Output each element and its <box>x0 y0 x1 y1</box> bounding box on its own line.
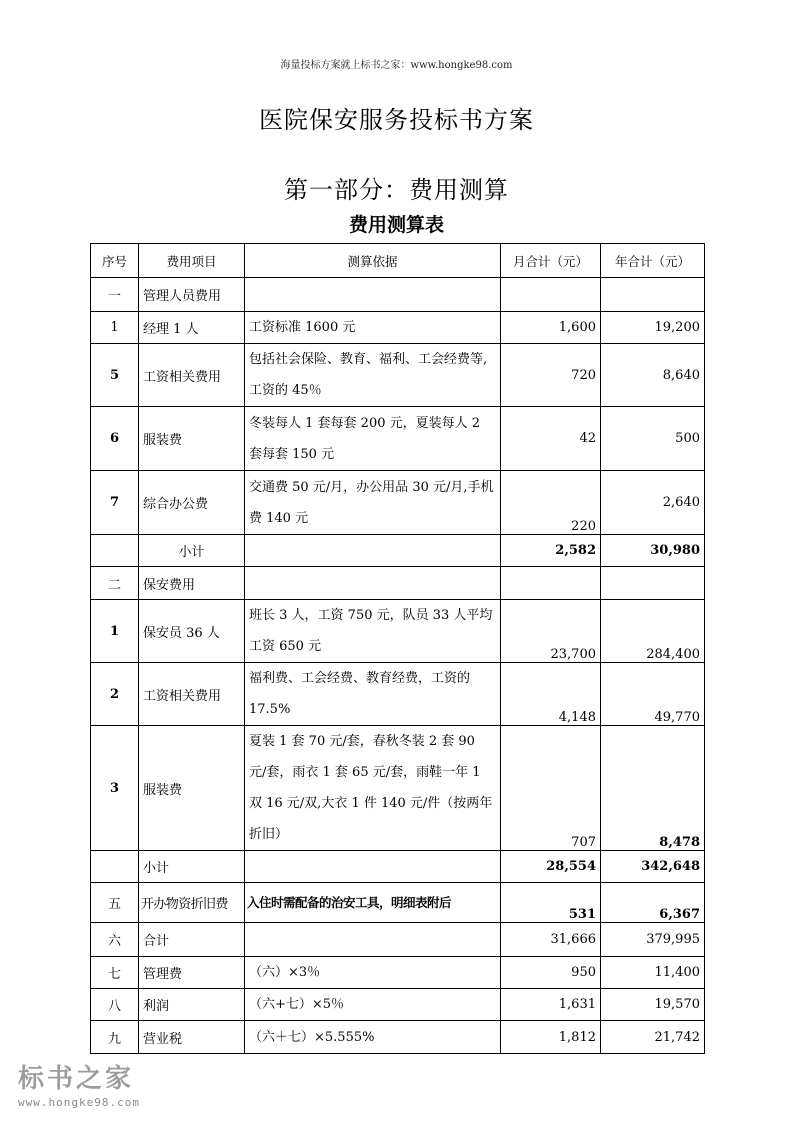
cell-annual: 500 <box>601 407 705 471</box>
table-row <box>91 567 705 600</box>
cell-no: 1 <box>91 312 139 344</box>
cell-no: 八 <box>91 989 139 1021</box>
cell-annual: 11,400 <box>601 957 705 989</box>
cell-no: 3 <box>91 726 139 851</box>
cell-monthly: 31,666 <box>501 923 601 957</box>
cell-no: 1 <box>91 600 139 663</box>
document-title: 医院保安服务投标书方案 <box>259 106 534 134</box>
cell-no <box>91 851 139 883</box>
cell-monthly <box>501 567 601 600</box>
cell-annual: 379,995 <box>601 923 705 957</box>
cell-annual: 19,200 <box>601 312 705 344</box>
cell-item: 工资相关费用 <box>139 344 245 407</box>
table-row <box>91 407 705 471</box>
table-row <box>91 726 705 851</box>
cell-monthly <box>501 278 601 312</box>
cost-table <box>90 243 705 1054</box>
cell-annual: 342,648 <box>601 851 705 883</box>
table-row <box>91 471 705 535</box>
cell-monthly: 531 <box>501 883 601 923</box>
col-header-item: 费用项目 <box>139 244 245 278</box>
logo-text: 标书之家 <box>18 1064 135 1094</box>
col-header-no: 序号 <box>91 244 139 278</box>
site-logo <box>18 1064 178 1109</box>
cell-monthly: 1,812 <box>501 1021 601 1054</box>
table-header-row <box>91 244 705 278</box>
cell-no: 五 <box>91 883 139 923</box>
table-row <box>91 312 705 344</box>
cell-annual: 8,640 <box>601 344 705 407</box>
table-row <box>91 663 705 726</box>
col-header-monthly: 月合计（元） <box>501 244 601 278</box>
cell-no: 7 <box>91 471 139 535</box>
table-title: 费用测算表 <box>348 214 444 236</box>
cell-basis <box>245 923 501 957</box>
part-title: 第一部分：费用测算 <box>284 176 509 204</box>
header-note: 海量投标方案就上标书之家：www.hongke98.com <box>280 60 513 71</box>
cell-item: 小计 <box>139 535 245 567</box>
cell-no: 九 <box>91 1021 139 1054</box>
cell-annual: 8,478 <box>601 726 705 851</box>
cell-annual: 21,742 <box>601 1021 705 1054</box>
cell-monthly: 1,631 <box>501 989 601 1021</box>
cell-annual: 6,367 <box>601 883 705 923</box>
table-row <box>91 883 705 923</box>
cell-item: 营业税 <box>139 1021 245 1054</box>
cell-basis: 冬装每人 1 套每套 200 元，夏装每人 2 套每套 150 元 <box>245 407 501 471</box>
cell-monthly: 23,700 <box>501 600 601 663</box>
cell-no: 6 <box>91 407 139 471</box>
cell-annual: 30,980 <box>601 535 705 567</box>
table-row <box>91 957 705 989</box>
cell-item: 合计 <box>139 923 245 957</box>
table-row <box>91 923 705 957</box>
cell-no: 5 <box>91 344 139 407</box>
cell-no <box>91 535 139 567</box>
cell-item: 经理 1 人 <box>139 312 245 344</box>
cell-annual: 19,570 <box>601 989 705 1021</box>
cell-basis: 交通费 50 元/月，办公用品 30 元/月,手机费 140 元 <box>245 471 501 535</box>
table-row <box>91 989 705 1021</box>
cell-basis: 福利费、工会经费、教育经费，工资的 17.5% <box>245 663 501 726</box>
table-row <box>91 600 705 663</box>
cell-item: 开办物资折旧费 <box>139 883 245 923</box>
cell-monthly: 1,600 <box>501 312 601 344</box>
cell-item: 工资相关费用 <box>139 663 245 726</box>
cell-monthly: 720 <box>501 344 601 407</box>
table-row <box>91 535 705 567</box>
cell-basis: （六+七）×5％ <box>245 989 501 1021</box>
cell-monthly: 4,148 <box>501 663 601 726</box>
cell-basis: 包括社会保险、教育、福利、工会经费等,工资的 45％ <box>245 344 501 407</box>
cell-monthly: 950 <box>501 957 601 989</box>
cell-annual: 49,770 <box>601 663 705 726</box>
table-row <box>91 1021 705 1054</box>
cell-basis: （六）×3％ <box>245 957 501 989</box>
col-header-annual: 年合计（元） <box>601 244 705 278</box>
cell-item: 利润 <box>139 989 245 1021</box>
cell-item: 综合办公费 <box>139 471 245 535</box>
cell-no: 二 <box>91 567 139 600</box>
cell-basis: 班长 3 人，工资 750 元，队员 33 人平均工资 650 元 <box>245 600 501 663</box>
cell-basis: （六＋七）×5.555% <box>245 1021 501 1054</box>
col-header-basis: 测算依据 <box>245 244 501 278</box>
cell-no: 七 <box>91 957 139 989</box>
cell-item: 服装费 <box>139 726 245 851</box>
cell-item: 保安员 36 人 <box>139 600 245 663</box>
cell-monthly: 707 <box>501 726 601 851</box>
cell-basis <box>245 851 501 883</box>
cell-no: 一 <box>91 278 139 312</box>
logo-url: www.hongke98.com <box>18 1096 140 1109</box>
cell-basis <box>245 278 501 312</box>
cell-annual <box>601 278 705 312</box>
cell-monthly: 28,554 <box>501 851 601 883</box>
cell-item: 小计 <box>139 851 245 883</box>
cell-annual: 2,640 <box>601 471 705 535</box>
cell-basis: 夏装 1 套 70 元/套，春秋冬装 2 套 90 元/套，雨衣 1 套 65 元/套，雨鞋一年 1 双 16 元/双,大衣 1 件 140 元/件（按两年折旧） <box>245 726 501 851</box>
table-row <box>91 851 705 883</box>
cell-monthly: 42 <box>501 407 601 471</box>
cell-basis: 入住时需配备的治安工具，明细表附后 <box>245 883 501 923</box>
cell-item: 服装费 <box>139 407 245 471</box>
cell-annual <box>601 567 705 600</box>
cell-item: 保安费用 <box>139 567 245 600</box>
table-row <box>91 278 705 312</box>
cell-no: 六 <box>91 923 139 957</box>
cell-basis <box>245 567 501 600</box>
cell-item: 管理人员费用 <box>139 278 245 312</box>
cell-monthly: 220 <box>501 471 601 535</box>
cell-monthly: 2,582 <box>501 535 601 567</box>
cell-item: 管理费 <box>139 957 245 989</box>
cell-no: 2 <box>91 663 139 726</box>
table-row <box>91 344 705 407</box>
cell-basis <box>245 535 501 567</box>
cell-basis: 工资标准 1600 元 <box>245 312 501 344</box>
cell-annual: 284,400 <box>601 600 705 663</box>
